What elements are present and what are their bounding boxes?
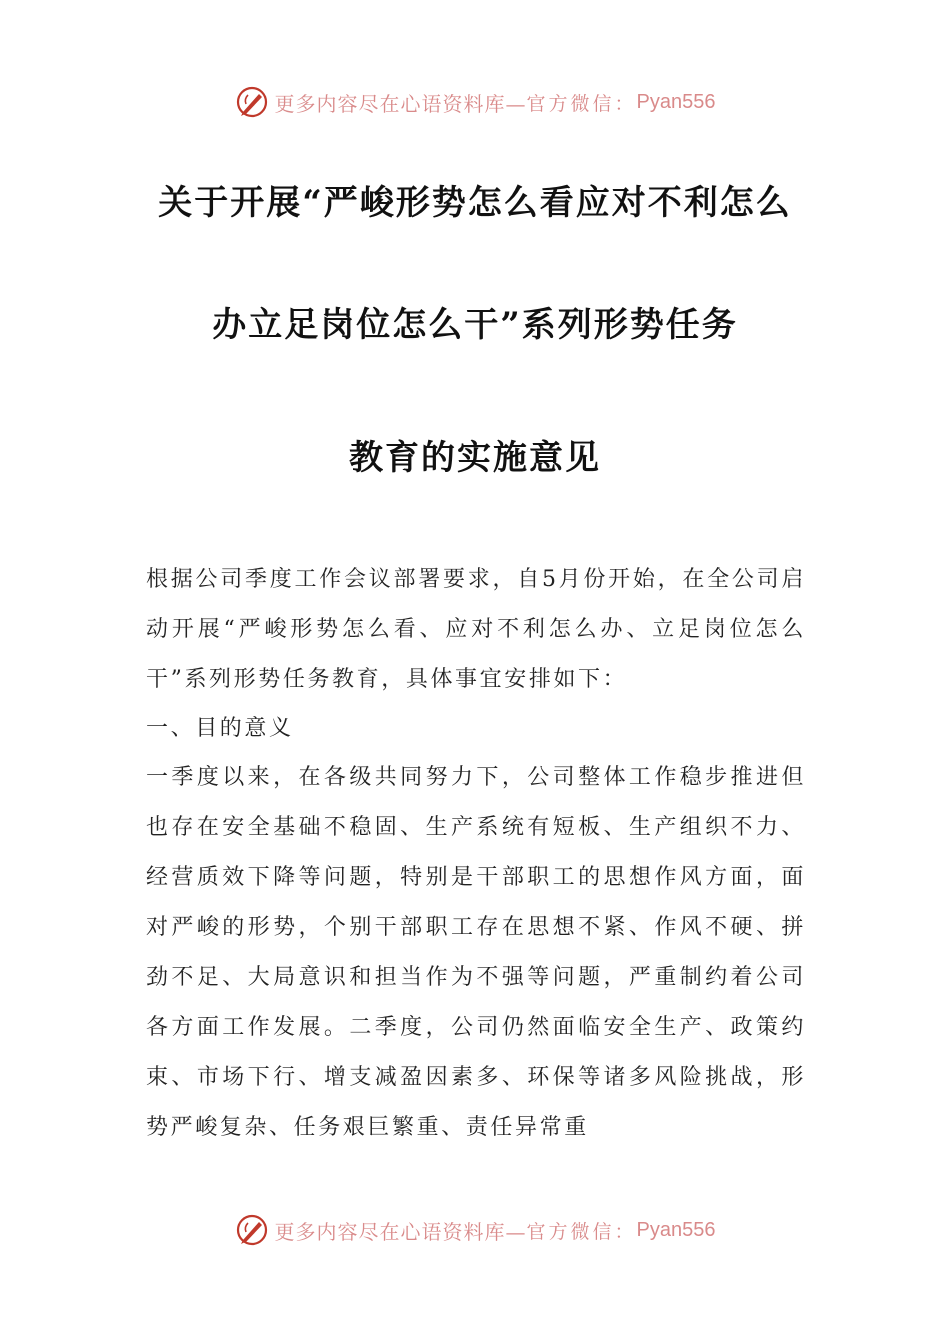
document-title-line-3: 教育的实施意见: [349, 438, 601, 478]
pen-logo-icon: [235, 85, 269, 119]
watermark-wechat-label: 官方微信：: [526, 1220, 637, 1243]
watermark-text: 更多内容尽在心语资料库—: [274, 91, 527, 116]
section-1-heading: 一、目的意义: [146, 716, 294, 741]
pen-logo-icon: [235, 1213, 269, 1247]
document-title-line-1: 关于开展“严峻形势怎么看应对不利怎么: [158, 183, 792, 223]
watermark-banner-bottom: [0, 1210, 950, 1250]
document-title-line-2: 办立足岗位怎么干”系列形势任务: [212, 305, 738, 345]
watermark-banner-top: [0, 82, 950, 122]
watermark-wechat-label: 官方微信：: [526, 92, 637, 115]
watermark-wechat-id: Pyan556: [636, 1218, 716, 1241]
document-body: [146, 555, 806, 1153]
watermark-wechat-id: Pyan556: [636, 90, 716, 113]
intro-paragraph: 根据公司季度工作会议部署要求，自5月份开始，在全公司启动开展“严峻形势怎么看、应对不利怎么办、立足岗位怎么干”系列形势任务教育，具体事宜安排如下：: [146, 567, 806, 692]
watermark-text: 更多内容尽在心语资料库—: [274, 1219, 527, 1244]
section-1-paragraph: 一季度以来，在各级共同努力下，公司整体工作稳步推进但也存在安全基础不稳固、生产系统有短板、生产组织不力、经营质效下降等问题，特别是干部职工的思想作风方面，面对严峻的形势，个别干部职工存在思想不紧、作风不硬、拼劲不足、大局意识和担当作为不强等问题，严重制约着公司各方面工作发展。二季度，公司仍然面临安全生产、政策约束、市场下行、增支减盈因素多、环保等诸多风险挑战，形势严峻复杂、任务艰巨繁重、责任异常重: [146, 765, 806, 1140]
